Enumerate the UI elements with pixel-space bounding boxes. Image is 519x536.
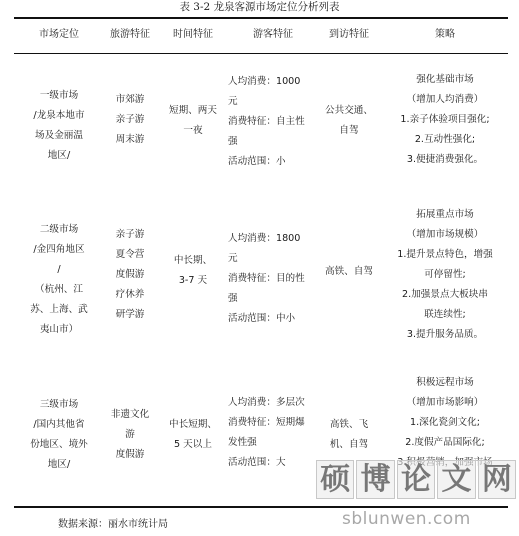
row2-strategy-cell: 拓展重点市场 （增加市场规模） 1.提升景点特色，增强 可停留性; 2.加强景点大板块串 联连续性; 3.提升服务品质。: [397, 209, 493, 340]
header-tourism-feature: 旅游特征: [110, 29, 150, 40]
header-visit-feature: 到访特征: [329, 29, 369, 40]
row2-visitor-cell: 人均消费：1800 元 消费特征：目的性 强 活动范围：中小: [228, 233, 305, 324]
table-title: 表 3-2 龙泉客源市场定位分析列表: [179, 1, 340, 13]
watermark-char: 硕: [316, 460, 354, 499]
row2-tourism-cell: 亲子游 夏令营 度假游 疗休养 研学游: [115, 229, 145, 320]
row1-time-cell: 短期、两天 一夜: [169, 105, 217, 136]
row2-time-cell: 中长期、 3-7 天: [173, 255, 213, 286]
header-time-feature: 时间特征: [173, 29, 213, 40]
row3-time-cell: 中长短期、 5 天以上: [169, 419, 217, 450]
row3-visit-cell: 高铁、飞 机、自驾: [329, 419, 369, 450]
table-bottom-rule: [14, 506, 508, 508]
row3-visitor-cell: 人均消费：多层次 消费特征：短期爆 发性强 活动范围：大: [228, 397, 305, 468]
data-source-note: 数据来源：丽水市统计局: [58, 519, 168, 530]
table-header-rule: [14, 53, 508, 54]
row3-strategy-cell: 积极远程市场 （增加市场影响） 1.深化瓷剑文化; 2.度假产品国际化;: [405, 377, 485, 448]
row3-market-cell: 三级市场 /国内其他省 份地区、境外 地区/: [30, 399, 88, 470]
watermark-char: 博: [356, 460, 394, 499]
row2-market-cell: 二级市场 /金四角地区 / （杭州、江 苏、上海、武 夷山市）: [30, 224, 88, 335]
header-strategy: 策略: [435, 29, 455, 40]
header-market-position: 市场定位: [39, 29, 79, 40]
header-visitor-feature: 游客特征: [253, 29, 293, 40]
watermark-url: sblunwen.com: [342, 509, 471, 529]
row2-visit-cell: 高铁、自驾: [325, 266, 373, 277]
row1-tourism-cell: 市郊游 亲子游 周末游: [115, 94, 145, 145]
watermark-logo: [316, 460, 516, 499]
row1-visitor-cell: 人均消费：1000 元 消费特征：自主性 强 活动范围：小: [228, 76, 305, 167]
table-top-rule: [14, 17, 508, 19]
watermark-char: 文: [437, 460, 475, 499]
row1-market-cell: 一级市场 /龙泉本地市 场及金丽温 地区/: [33, 90, 85, 161]
watermark-char: 网: [478, 460, 516, 499]
row1-visit-cell: 公共交通、 自驾: [325, 105, 373, 136]
row1-strategy-cell: 强化基础市场 （增加人均消费） 1.亲子体验项目强化; 2.互动性强化; 3.便捷消费强化。: [400, 74, 490, 165]
row3-tourism-cell: 非遗文化 游 度假游: [110, 409, 150, 460]
watermark-char: 论: [397, 460, 435, 499]
